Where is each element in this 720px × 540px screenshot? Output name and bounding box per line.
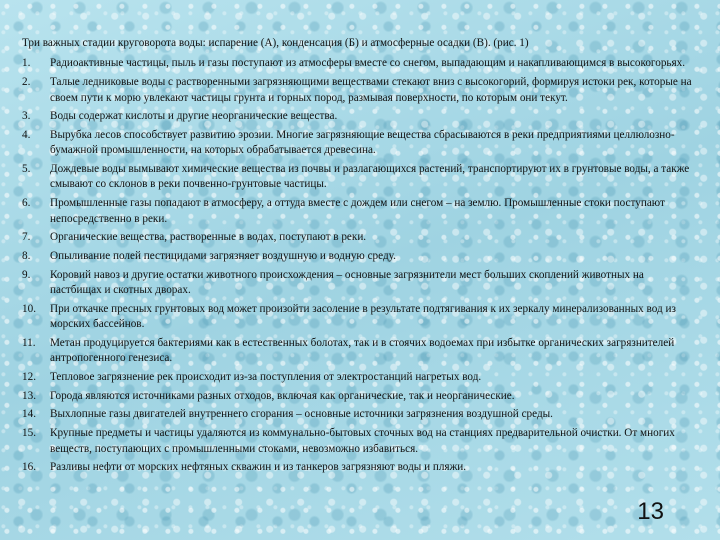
item-number: 3.	[22, 110, 31, 123]
list-item	[22, 75, 694, 106]
list-item	[22, 109, 694, 124]
item-text: Промышленные газы попадают в атмосферу, а оттуда вместе с дождем или снегом – на землю. Промышленные стоки поступают непосредственно в реки.	[50, 197, 665, 225]
item-text: Города являются источниками разных отходов, включая как органические, так и неорганические.	[50, 389, 515, 402]
list-item	[22, 230, 694, 245]
item-number: 9.	[22, 268, 31, 281]
list-item	[22, 302, 694, 333]
item-number: 8.	[22, 249, 31, 262]
item-number: 14.	[22, 408, 36, 421]
intro-paragraph: Три важных стадии круговорота воды: испарение (А), конденсация (Б) и атмосферные осадки (В). (рис. 1)	[22, 37, 529, 49]
item-text: Крупные предметы и частицы удаляются из коммунально-бытовых сточных вод на станциях предварительной очистки. От многих веществ, поступающих с промышленными стоками, невозможно избавиться.	[50, 427, 675, 455]
item-number: 4.	[22, 128, 31, 141]
item-text: Органические вещества, растворенные в водах, поступают в реки.	[50, 231, 367, 244]
list-item	[22, 128, 694, 159]
item-number: 7.	[22, 231, 31, 244]
item-number: 11.	[22, 336, 36, 349]
item-number: 10.	[22, 302, 36, 315]
item-number: 15.	[22, 427, 36, 440]
item-text: Радиоактивные частицы, пыль и газы поступают из атмосферы вместе со снегом, выпадающим и накапливающимся в высокогорьях.	[50, 57, 686, 70]
item-number: 5.	[22, 163, 31, 176]
item-text: Тепловое загрязнение рек происходит из-за поступления от электростанций нагретых вод.	[50, 370, 482, 383]
list-item	[22, 460, 694, 475]
list-item	[22, 249, 694, 264]
list-item	[22, 56, 694, 71]
item-text: Талые ледниковые воды с растворенными загрязняющими веществами стекают вниз с высокогорий, формируя истоки рек, которые на своем пути к морю увлекают частицы грунта и горных пород, размывая поверхности, по которым они текут.	[50, 76, 692, 104]
item-text: Вырубка лесов способствует развитию эрозии. Многие загрязняющие вещества сбрасываются в реки предприятиями целлюлозно-бумажной промышленности, на которых обрабатывается древесина.	[50, 128, 675, 157]
item-number: 2.	[22, 76, 31, 89]
slide-content	[22, 36, 694, 479]
list-item	[22, 370, 694, 385]
list-item	[22, 336, 694, 367]
page-number: 13	[637, 498, 664, 525]
list-item	[22, 196, 694, 227]
list-item	[22, 389, 694, 404]
pollution-sources-list	[22, 56, 694, 475]
item-text: Коровий навоз и другие остатки животного происхождения – основные загрязнители мест больших скоплений животных на пастбищах и скотных дворах.	[50, 268, 644, 297]
item-text: Разливы нефти от морских нефтяных скважин и из танкеров загрязняют воды и пляжи.	[50, 461, 467, 474]
item-number: 1.	[22, 57, 31, 70]
item-number: 13.	[22, 389, 36, 402]
item-text: При откачке пресных грунтовых вод может произойти засоление в результате подтягивания к их зеркалу минерализованных вод из морских бассейнов.	[50, 302, 676, 331]
list-item	[22, 162, 694, 193]
item-number: 12.	[22, 370, 36, 383]
item-text: Опыливание полей пестицидами загрязняет воздушную и водную среду.	[50, 249, 396, 262]
item-number: 16.	[22, 461, 36, 474]
item-text: Метан продуцируется бактериями как в естественных болотах, так и в стоячих водоемах при избытке органических загрязнителей антропогенного генезиса.	[50, 336, 675, 365]
item-text: Воды содержат кислоты и другие неорганические вещества.	[50, 110, 338, 123]
list-item	[22, 268, 694, 299]
list-item	[22, 426, 694, 457]
item-number: 6.	[22, 197, 31, 210]
item-text: Выхлопные газы двигателей внутреннего сгорания – основные источники загрязнения воздушной среды.	[50, 408, 553, 421]
item-text: Дождевые воды вымывают химические вещества из почвы и разлагающихся растений, транспортируют их в грунтовые воды, а также смывают со склонов в реки почвенно-грунтовые частицы.	[50, 163, 690, 191]
list-item	[22, 407, 694, 422]
